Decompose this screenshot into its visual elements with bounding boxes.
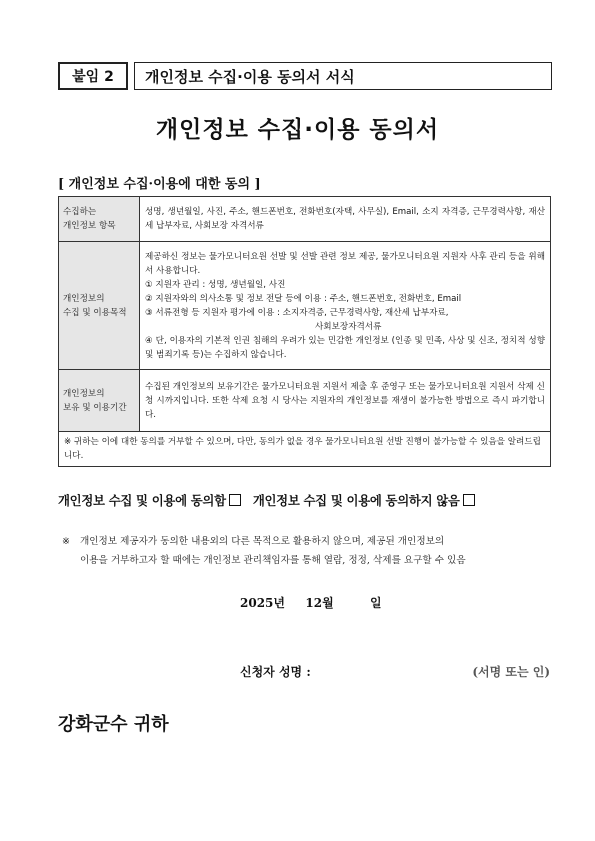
consent-table — [58, 196, 551, 467]
purpose-label-line1: 개인정보의 — [63, 293, 105, 304]
purpose-label-line2: 수집 및 이용목적 — [63, 307, 127, 318]
agree-checkbox[interactable] — [229, 494, 241, 506]
disagree-checkbox[interactable] — [463, 494, 475, 506]
date-line — [240, 594, 382, 611]
table-row-retention — [59, 370, 551, 432]
signature-hint[interactable]: (서명 또는 인) — [472, 665, 550, 679]
purpose-item-3: ③ 서류전형 등 지원자 평가에 이용 : 소지자격증, 근무경력사항, 재산세 납부자료, — [145, 307, 449, 318]
agree-label: 개인정보 수집 및 이용에 동의함 — [58, 493, 226, 508]
annex-title: 개인정보 수집·이용 동의서 서식 — [134, 62, 552, 90]
purpose-intro: 제공하신 정보는 물가모니터요원 선발 및 선발 관련 정보 제공, 물가모니터요원 지원자 사후 관리 등을 위해서 사용합니다. — [145, 251, 545, 276]
table-row-items — [59, 197, 551, 242]
items-label-line2: 개인정보 항목 — [63, 221, 116, 231]
addressee: 강화군수 귀하 — [58, 714, 169, 735]
date-day: 일 — [370, 596, 382, 610]
signature-line — [240, 663, 550, 680]
disagree-label: 개인정보 수집 및 이용에 동의하지 않음 — [252, 493, 460, 508]
notice-line-1 — [62, 532, 552, 551]
page-title: 개인정보 수집·이용 동의서 — [155, 117, 440, 143]
items-value: 성명, 생년월일, 사진, 주소, 핸드폰번호, 전화번호(자택, 사무실), Email, 소지 자격증, 근무경력사항, 재산세 납부자료, 사회보장 자격서류 — [140, 197, 551, 242]
section-heading: [ 개인정보 수집·이용에 대한 동의 ] — [58, 177, 261, 192]
table-row-purpose — [59, 242, 551, 370]
retention-label-line1: 개인정보의 — [63, 388, 105, 399]
signature-label: 신청자 성명 : — [240, 665, 311, 679]
annex-header — [58, 62, 552, 90]
notice-mark: ※ — [62, 536, 71, 547]
usage-notice — [62, 532, 552, 570]
date-month: 12월 — [305, 596, 334, 610]
retention-value: 수집된 개인정보의 보유기간은 물가모니터요원 지원서 제출 후 준영구 또는 물가모니터요원 지원서 삭제 신청 시까지입니다. 또한 삭제 요청 시 당사는 지원자의 개인정보를 재생이 불가능한 방법으로 즉시 파기합니다. — [140, 370, 551, 432]
purpose-item-2: ② 지원자와의 의사소통 및 정보 전달 등에 이용 : 주소, 핸드폰번호, 전화번호, Email — [145, 293, 462, 304]
retention-label — [59, 370, 140, 432]
date-year: 2025년 — [240, 596, 285, 610]
annex-tag: 붙임 2 — [58, 62, 128, 90]
table-row-note — [59, 432, 551, 467]
notice-line-2: 이용을 거부하고자 할 때에는 개인정보 관리책임자를 통해 열람, 정정, 삭제를 요구할 수 있음 — [80, 555, 466, 566]
purpose-value — [140, 242, 551, 370]
purpose-item-1: ① 지원자 관리 : 성명, 생년월일, 사진 — [145, 279, 286, 290]
purpose-label — [59, 242, 140, 370]
refusal-note: ※ 귀하는 이에 대한 동의를 거부할 수 있으며, 다만, 동의가 없을 경우 물가모니터요원 선발 진행이 불가능할 수 있음을 알려드립니다. — [59, 432, 551, 467]
purpose-item-4: ④ 단, 이용자의 기본적 인권 침해의 우려가 있는 민감한 개인정보 (인종 및 민족, 사상 및 신조, 정치적 성향 및 범죄기록 등)는 수집하지 않습니다. — [145, 335, 545, 360]
notice-text-1: 개인정보 제공자가 동의한 내용외의 다른 목적으로 활용하지 않으며, 제공된 개인정보의 — [80, 536, 445, 547]
items-label — [59, 197, 140, 242]
items-label-line1: 수집하는 — [63, 207, 97, 217]
purpose-item-3-cont: 사회보장자격서류 — [315, 321, 382, 332]
consent-choice-line — [58, 491, 558, 509]
retention-label-line2: 보유 및 이용기간 — [63, 402, 127, 413]
